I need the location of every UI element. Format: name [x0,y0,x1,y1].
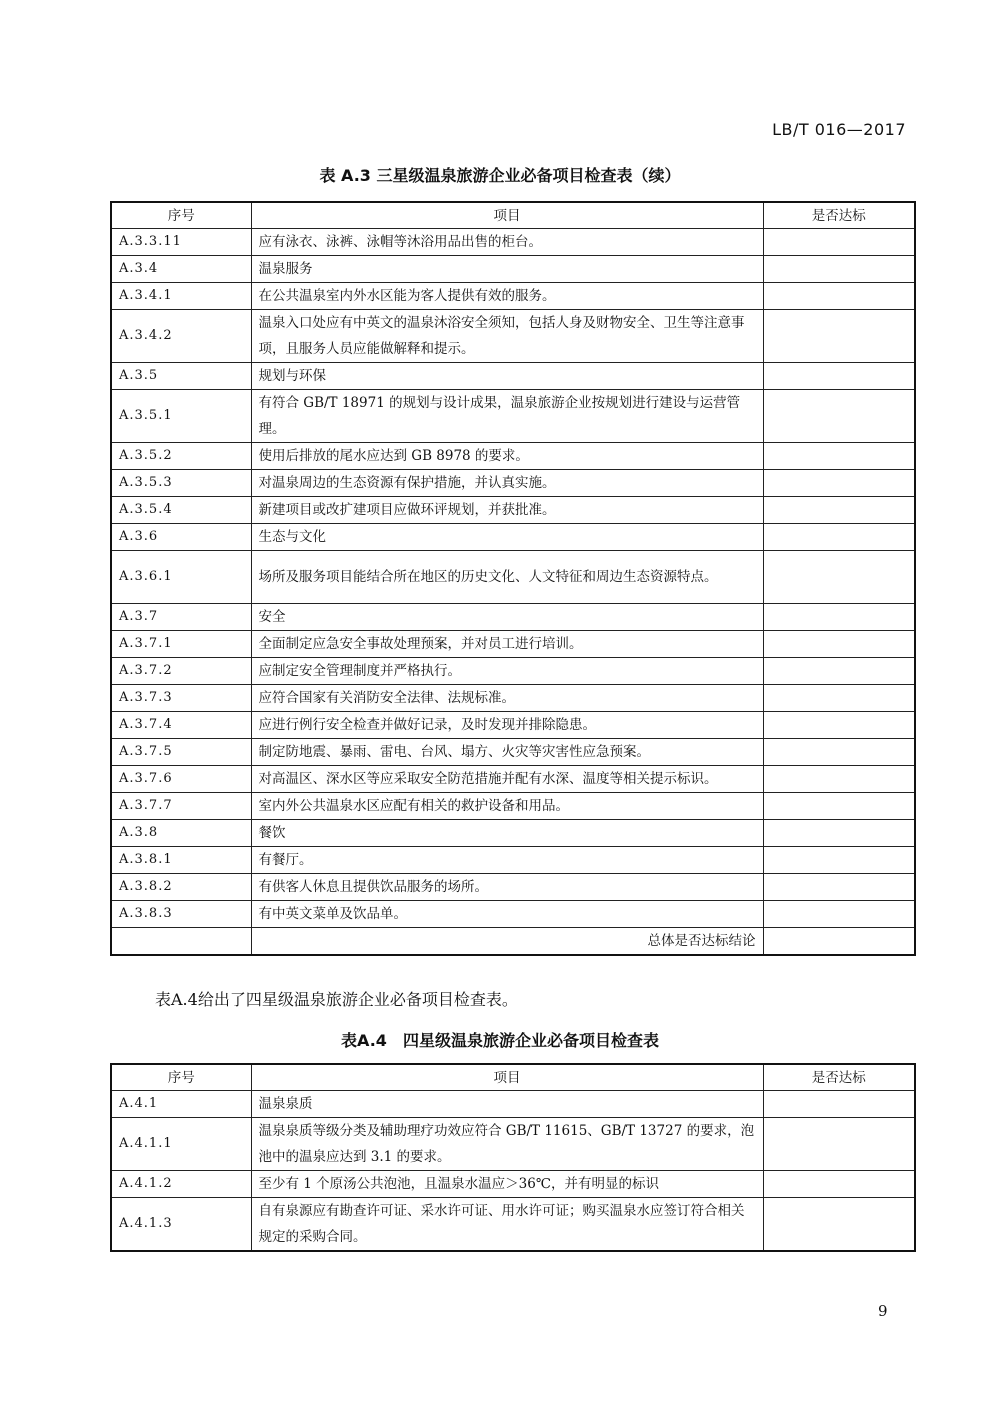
table-row [111,874,915,901]
table-row [111,739,915,766]
row-status-cell [763,363,915,390]
row-item-cell: 有中英文菜单及饮品单。 [251,901,763,928]
column-header-item: 项目 [251,1064,763,1091]
row-number-cell: A.3.5.4 [111,497,251,524]
row-item-cell: 制定防地震、暴雨、雷电、台风、塌方、火灾等灾害性应急预案。 [251,739,763,766]
row-status-cell [763,1091,915,1118]
table-row [111,256,915,283]
row-status-cell [763,1171,915,1198]
row-status-cell [763,604,915,631]
row-item-cell: 有符合 GB/T 18971 的规划与设计成果，温泉旅游企业按规划进行建设与运营管理。 [251,390,763,443]
row-number-cell: A.4.1.2 [111,1171,251,1198]
conclusion-empty-cell [111,928,251,956]
row-number-cell: A.3.8.3 [111,901,251,928]
conclusion-label: 总体是否达标结论 [251,928,763,956]
row-item-cell: 规划与环保 [251,363,763,390]
row-number-cell: A.3.4.2 [111,310,251,363]
row-status-cell [763,820,915,847]
row-status-cell [763,901,915,928]
row-status-cell [763,390,915,443]
row-item-cell: 新建项目或改扩建项目应做环评规划，并获批准。 [251,497,763,524]
column-header-no: 序号 [111,1064,251,1091]
row-status-cell [763,470,915,497]
table-row [111,229,915,256]
row-number-cell: A.3.4 [111,256,251,283]
row-number-cell: A.3.4.1 [111,283,251,310]
row-item-cell: 温泉服务 [251,256,763,283]
row-item-cell: 温泉泉质 [251,1091,763,1118]
table-row [111,712,915,739]
row-status-cell [763,631,915,658]
row-item-cell: 应符合国家有关消防安全法律、法规标准。 [251,685,763,712]
page-number: 9 [878,1302,888,1320]
table-header-row [111,1064,915,1091]
row-item-cell: 全面制定应急安全事故处理预案，并对员工进行培训。 [251,631,763,658]
row-status-cell [763,793,915,820]
row-status-cell [763,874,915,901]
conclusion-row [111,928,915,956]
table-a4 [110,1063,916,1252]
row-status-cell [763,443,915,470]
table-row [111,685,915,712]
row-status-cell [763,766,915,793]
table-row [111,658,915,685]
standard-code: LB/T 016—2017 [772,120,906,139]
row-number-cell: A.3.7.7 [111,793,251,820]
row-item-cell: 温泉泉质等级分类及辅助理疗功效应符合 GB/T 11615、GB/T 13727 的要求，泡池中的温泉应达到 3.1 的要求。 [251,1118,763,1171]
row-number-cell: A.3.7.2 [111,658,251,685]
table-row [111,847,915,874]
row-status-cell [763,685,915,712]
row-item-cell: 有餐厅。 [251,847,763,874]
table-row [111,497,915,524]
column-header-status: 是否达标 [763,1064,915,1091]
table-row [111,901,915,928]
row-status-cell [763,229,915,256]
row-status-cell [763,551,915,604]
table-a3-body [111,229,915,956]
row-status-cell [763,256,915,283]
column-header-status: 是否达标 [763,202,915,229]
row-number-cell: A.4.1 [111,1091,251,1118]
conclusion-status-cell [763,928,915,956]
column-header-no: 序号 [111,202,251,229]
row-number-cell: A.3.8 [111,820,251,847]
table-row [111,631,915,658]
table-row [111,524,915,551]
row-number-cell: A.3.5.3 [111,470,251,497]
row-number-cell: A.3.7.5 [111,739,251,766]
table-a4-caption: 表A.4 四星级温泉旅游企业必备项目检查表 [341,1031,659,1050]
row-number-cell: A.3.7.3 [111,685,251,712]
row-status-cell [763,524,915,551]
row-item-cell: 餐饮 [251,820,763,847]
row-item-cell: 至少有 1 个原汤公共泡池，且温泉水温应＞36℃，并有明显的标识 [251,1171,763,1198]
row-item-cell: 自有泉源应有勘查许可证、采水许可证、用水许可证；购买温泉水应签订符合相关规定的采购合同。 [251,1198,763,1252]
row-number-cell: A.4.1.1 [111,1118,251,1171]
row-number-cell: A.3.6.1 [111,551,251,604]
table-row [111,1171,915,1198]
row-number-cell: A.3.6 [111,524,251,551]
row-number-cell: A.3.3.11 [111,229,251,256]
row-number-cell: A.3.7.4 [111,712,251,739]
row-status-cell [763,310,915,363]
row-status-cell [763,1118,915,1171]
table-row [111,793,915,820]
table-row [111,551,915,604]
row-item-cell: 室内外公共温泉水区应配有相关的救护设备和用品。 [251,793,763,820]
row-item-cell: 使用后排放的尾水应达到 GB 8978 的要求。 [251,443,763,470]
row-number-cell: A.3.5 [111,363,251,390]
table-a3-caption: 表 A.3 三星级温泉旅游企业必备项目检查表（续） [319,166,681,185]
row-number-cell: A.3.5.1 [111,390,251,443]
row-item-cell: 生态与文化 [251,524,763,551]
table-header-row [111,202,915,229]
row-status-cell [763,712,915,739]
table-row [111,363,915,390]
table-row [111,820,915,847]
table-row [111,443,915,470]
row-number-cell: A.3.7 [111,604,251,631]
row-item-cell: 对温泉周边的生态资源有保护措施，并认真实施。 [251,470,763,497]
row-status-cell [763,739,915,766]
row-number-cell: A.3.7.6 [111,766,251,793]
table-row [111,1091,915,1118]
row-status-cell [763,283,915,310]
row-item-cell: 场所及服务项目能结合所在地区的历史文化、人文特征和周边生态资源特点。 [251,551,763,604]
table-row [111,390,915,443]
row-status-cell [763,1198,915,1252]
row-item-cell: 有供客人休息且提供饮品服务的场所。 [251,874,763,901]
row-status-cell [763,497,915,524]
table-row [111,604,915,631]
row-number-cell: A.3.8.2 [111,874,251,901]
row-item-cell: 应有泳衣、泳裤、泳帽等沐浴用品出售的柜台。 [251,229,763,256]
intro-paragraph: 表A.4给出了四星级温泉旅游企业必备项目检查表。 [155,990,518,1009]
table-row [111,310,915,363]
row-item-cell: 安全 [251,604,763,631]
table-row [111,470,915,497]
row-number-cell: A.3.5.2 [111,443,251,470]
table-row [111,1118,915,1171]
column-header-item: 项目 [251,202,763,229]
row-item-cell: 应制定安全管理制度并严格执行。 [251,658,763,685]
table-row [111,766,915,793]
row-number-cell: A.4.1.3 [111,1198,251,1252]
row-item-cell: 应进行例行安全检查并做好记录，及时发现并排除隐患。 [251,712,763,739]
row-item-cell: 在公共温泉室内外水区能为客人提供有效的服务。 [251,283,763,310]
table-row [111,1198,915,1252]
row-number-cell: A.3.7.1 [111,631,251,658]
table-row [111,283,915,310]
row-item-cell: 对高温区、深水区等应采取安全防范措施并配有水深、温度等相关提示标识。 [251,766,763,793]
row-status-cell [763,658,915,685]
table-a3 [110,201,916,956]
row-number-cell: A.3.8.1 [111,847,251,874]
table-a4-body [111,1091,915,1252]
row-item-cell: 温泉入口处应有中英文的温泉沐浴安全须知，包括人身及财物安全、卫生等注意事项，且服务人员应能做解释和提示。 [251,310,763,363]
row-status-cell [763,847,915,874]
